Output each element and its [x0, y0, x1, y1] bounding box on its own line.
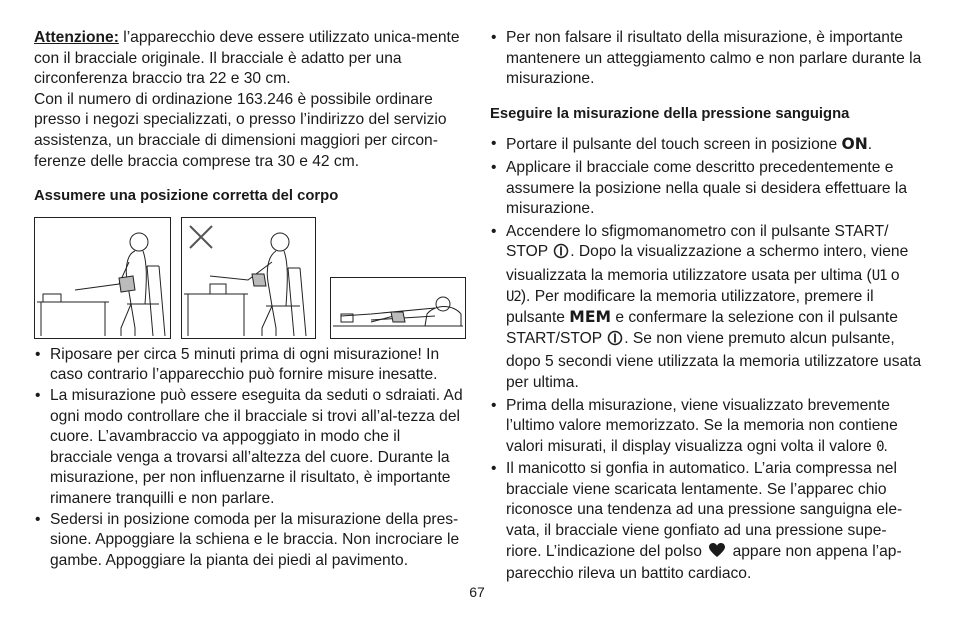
- list-item: • Il manicotto si gonfia in automatico. L’aria compressa nel bracciale viene scaricata lentamente. Se l’apparec chio riconosce una tendenza ad una pressione sanguigna ele-vata, il bracciale viene gonfiato ad una pressione supe-riore. L’indicazione del polso appare non appena l’ap-parecchio rileva un battito cardiaco.: [490, 459, 922, 585]
- figure-correct-seated: [34, 217, 171, 339]
- list-item: • Portare il pulsante del touch screen in posizione ON.: [490, 134, 922, 156]
- posture-bullets: [34, 345, 466, 572]
- user-memory-1: U1: [871, 267, 887, 284]
- display-zero: 0: [876, 438, 884, 455]
- cross-mark-icon: [190, 226, 212, 248]
- list-item: • Riposare per circa 5 minuti prima di ogni misurazione! In caso contrario l’apparecchio può fornire misure inesatte.: [34, 345, 466, 386]
- right-column: [490, 28, 922, 585]
- on-label: ON: [841, 135, 868, 154]
- list-item: • Applicare il bracciale come descritto precedentemente e assumere la posizione nella quale si desidera effettuare la misurazione.: [490, 158, 922, 220]
- user-memory-2: U2: [506, 288, 521, 305]
- figure-incorrect-posture: [181, 217, 316, 339]
- warning-paragraph: [34, 28, 466, 90]
- list-item: • Accendere lo sfigmomanometro con il pulsante START/ STOP . Dopo la visualizzazione a schermo intero, viene visualizzata la memoria utilizzatore usata per ultima (U1 o U2). Per modificare la memoria utilizzatore, premere il pulsante MEM e confermare la selezione con il pulsante START/STOP . Se non viene premuto alcun pulsante, dopo 5 secondi viene utilizzata la memoria utilizzatore usata per ultima.: [490, 222, 922, 394]
- heart-pulse-icon: [709, 543, 725, 565]
- measure-bullets: [490, 134, 922, 584]
- power-icon: [607, 330, 623, 353]
- order-paragraph: Con il numero di ordinazione 163.246 è possibile ordinare presso i negozi specializzati, o presso l’indirizzo del servizio assistenza, un bracciale di dimensioni maggiori per circon-ferenze delle braccia comprese tra 30 e 42 cm.: [34, 90, 447, 170]
- calm-bullets: [490, 28, 922, 90]
- list-item: • Per non falsare il risultato della misurazione, è importante mantenere un atteggiamento calmo e non parlare durante la misurazione.: [490, 28, 922, 90]
- figure-lying-down: [330, 277, 466, 339]
- posture-heading: Assumere una posizione corretta del corpo: [34, 188, 339, 205]
- power-icon: [553, 243, 569, 266]
- list-item: • Prima della misurazione, viene visualizzato brevemente l’ultimo valore memorizzato. Se la memoria non contiene valori misurati, il display visualizza ogni volta il valore 0.: [490, 396, 922, 458]
- measure-heading: Eseguire la misurazione della pressione sanguigna: [490, 105, 850, 122]
- mem-label: MEM: [569, 308, 611, 327]
- posture-illustrations: [34, 217, 466, 339]
- list-item: • Sedersi in posizione comoda per la misurazione della pres-sione. Appoggiare la schiena e le braccia. Non incrociare le gambe. Appoggiare la pianta dei piedi al pavimento.: [34, 510, 466, 572]
- page-number: 67: [469, 584, 485, 600]
- left-column: [34, 28, 466, 571]
- list-item: • La misurazione può essere eseguita da seduti o sdraiati. Ad ogni modo controllare che il bracciale si trovi all’al-tezza del cuore. L’avambraccio va appoggiato in modo che il bracciale venga a trovarsi all’altezza del cuore. Durante la misurazione, per non influenzarne il risultato, è importante rimanere tranquilli e non parlare.: [34, 386, 466, 510]
- warning-text: l’apparecchio deve essere utilizzato unica-mente con il bracciale originale. Il bracciale è adatto per una circonferenza braccio tra 22 e 30 cm.: [34, 29, 460, 88]
- warning-label: Attenzione:: [34, 29, 119, 46]
